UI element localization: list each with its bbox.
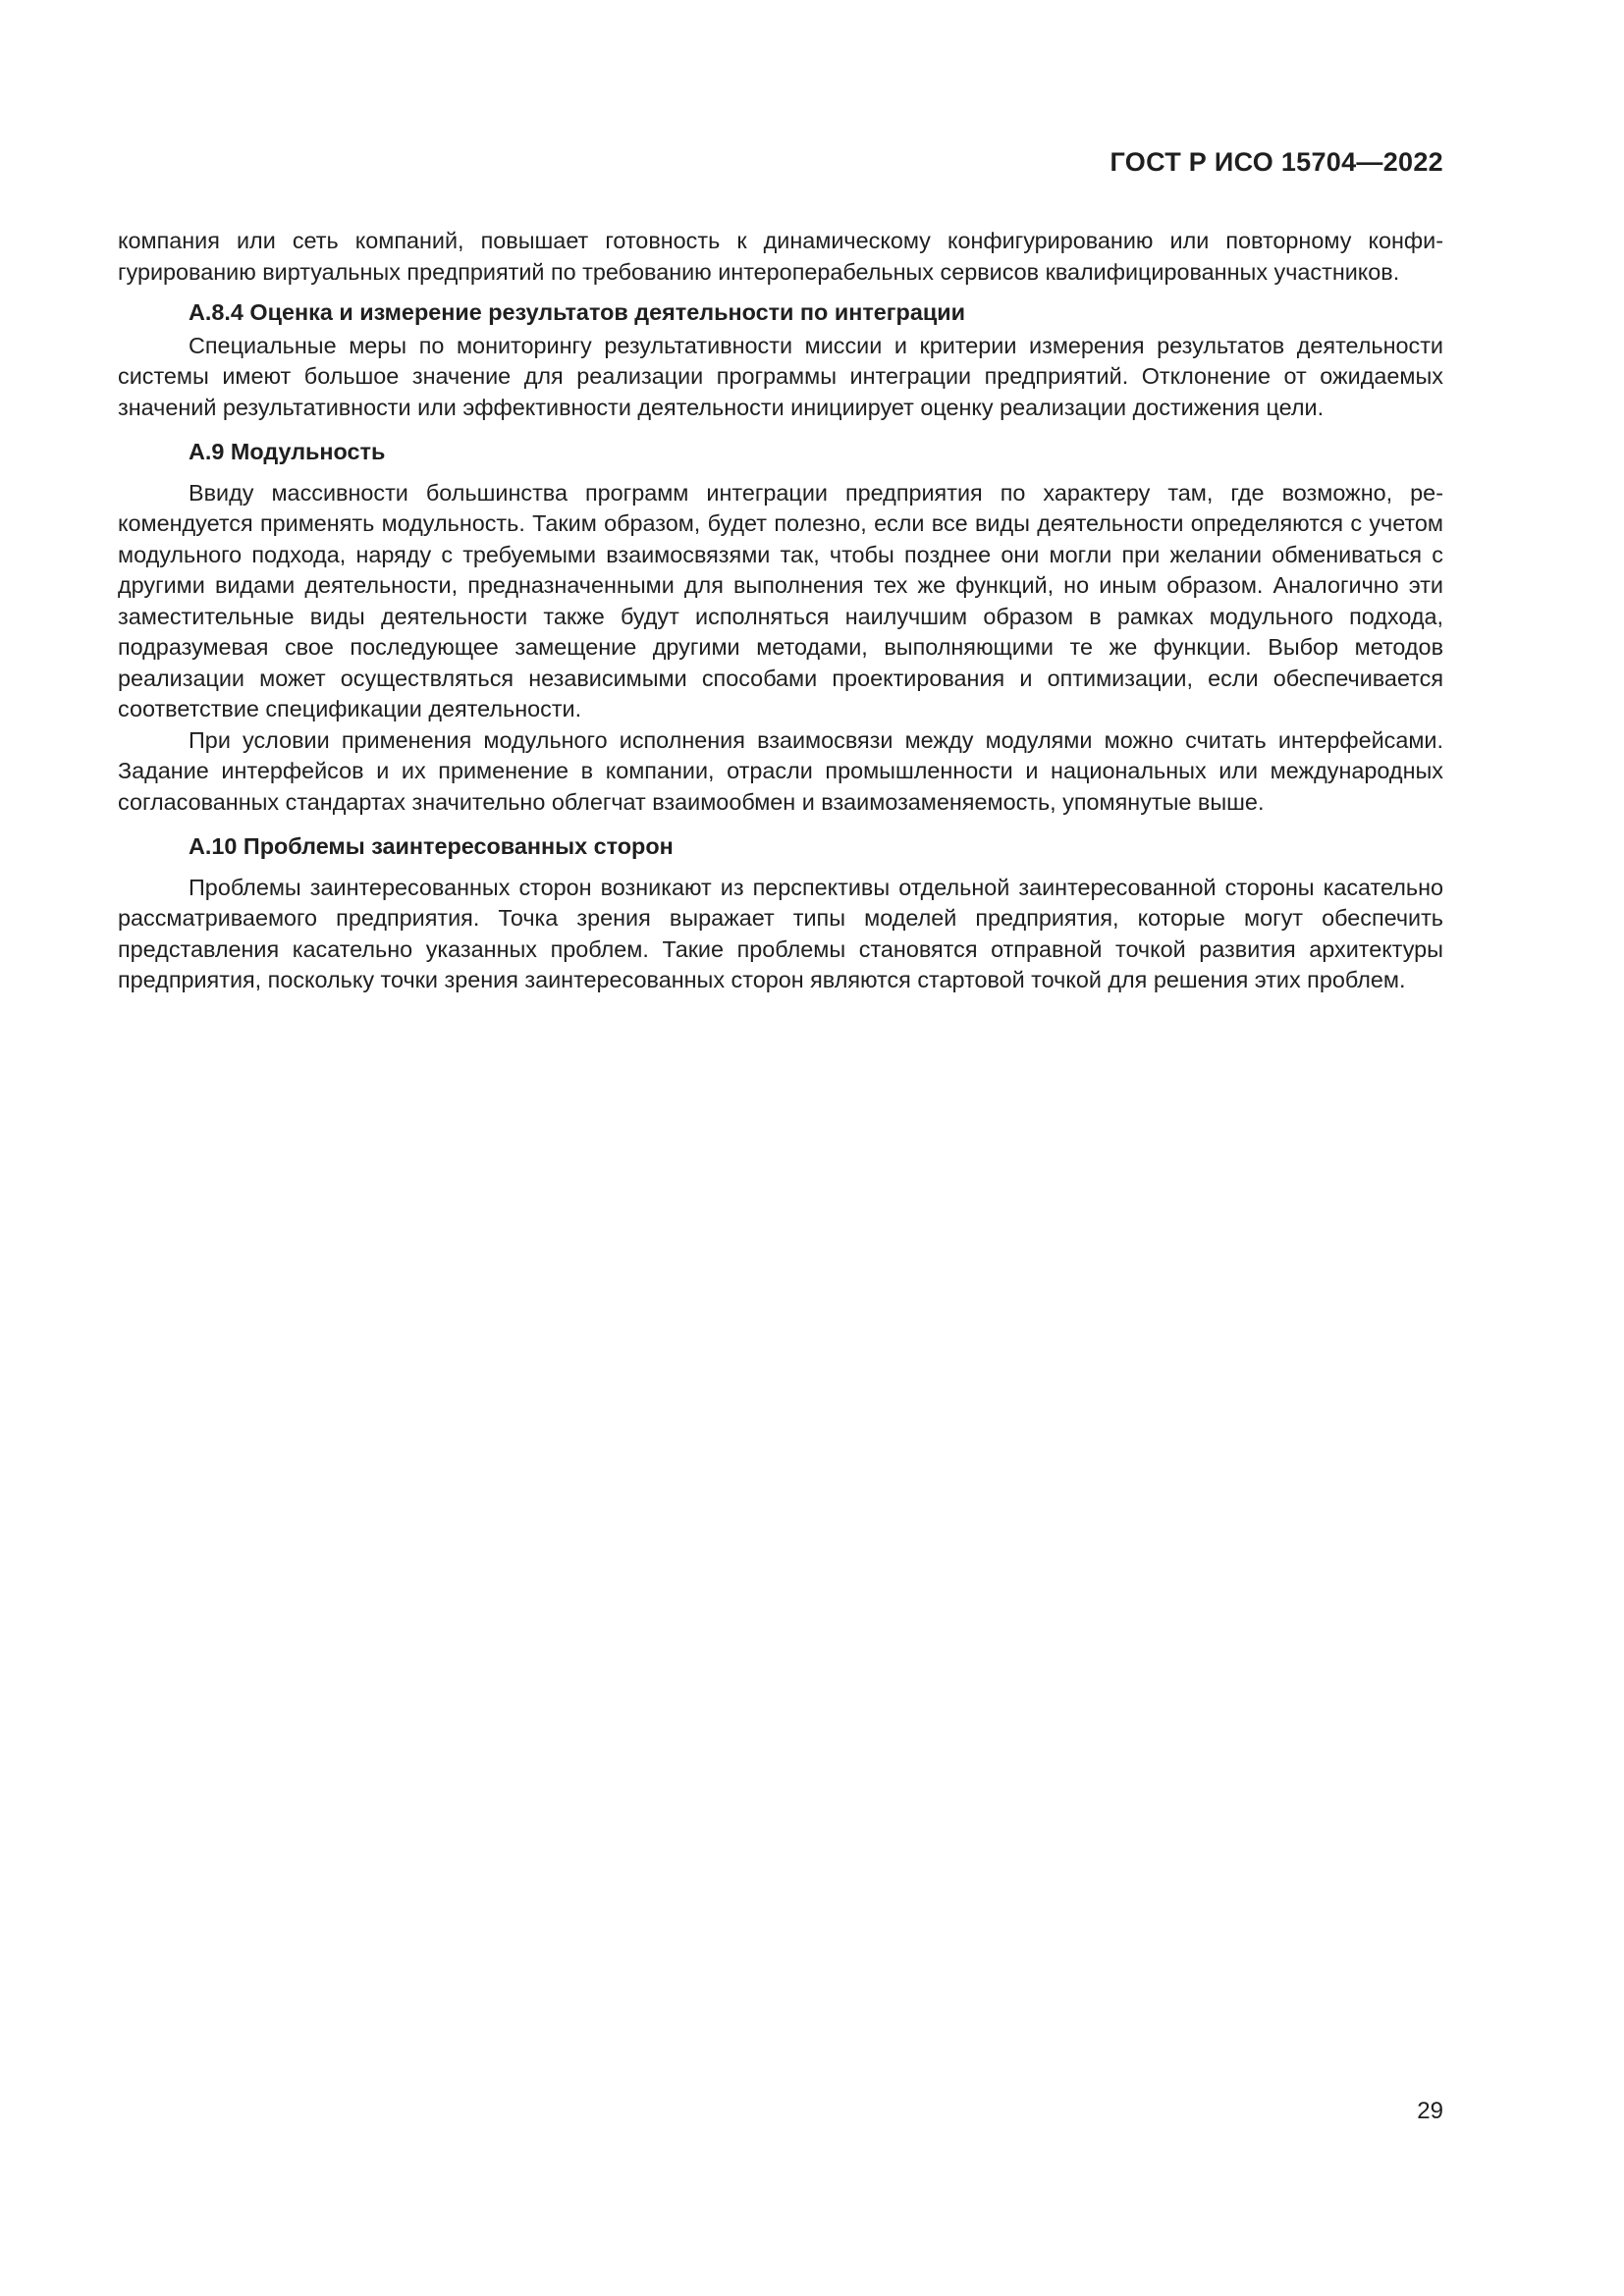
heading-a-10: А.10 Проблемы заинтересованных сторон bbox=[189, 833, 674, 859]
heading-a-8-4: А.8.4 Оценка и измерение результатов деятельности по интеграции bbox=[189, 299, 965, 325]
paragraph-a-9-2: При условии применения модульного исполнения взаимосвязи между модулями можно считать интерфейсами. Задание интерфейсов и их применение в компании, отрасли промышленности и национальных или международных согласованных стандартах значительно облегчат взаимообмен и взаимозаменяемость, упомянутые выше. bbox=[118, 726, 1443, 815]
paragraph-a-8-4: Специальные меры по мониторингу результативности миссии и критерии измерения результатов деятельности системы имеют большое значение для реализации программы интеграции предприятий. Отклонение от ожидаемых значений результативности или эффективности деятельности инициирует оценку реализации достижения цели. bbox=[118, 332, 1443, 420]
paragraph-a-10: Проблемы заинтересованных сторон возникают из перспективы отдельной заинтересованной стороны касательно рассматриваемого предприятия. Точка зрения выражает типы моделей предприятия, которые могут обеспечить представления касательно указанных проблем. Такие проблемы становятся отправной точкой развития архитектуры предприятия, поскольку точки зрения заинтересованных сторон являются стартовой точкой для решения этих проблем. bbox=[118, 874, 1443, 992]
page-number: 29 bbox=[1417, 2098, 1443, 2124]
page-header-doc-id: ГОСТ Р ИСО 15704—2022 bbox=[1110, 147, 1443, 177]
heading-a-9: А.9 Модульность bbox=[189, 439, 386, 464]
paragraph-continuation: компания или сеть компаний, повышает готовность к динамическому конфигурированию или повторному конфигурированию виртуальных предприятий по требованию интероперабельных сервисов квалифицированных участников. bbox=[118, 228, 1443, 285]
document-body bbox=[118, 226, 1443, 996]
paragraph-a-9-1: Ввиду массивности большинства программ интеграции предприятия по характеру там, где возможно, рекомендуется применять модульность. Таким образом, будет полезно, если все виды деятельности определяются с учетом модульного подхода, наряду с требуемыми взаимосвязями так, чтобы позднее они могли при желании обмениваться с другими видами деятельности, предназначенными для выполнения тех же функций, но иным образом. Аналогично эти заместительные виды деятельности также будут исполняться наилучшим образом в рамках модульного подхода, подразумевая свое последующее замещение другими методами, выполняющими те же функции. Выбор методов реализации может осуществляться независимыми способами проектирования и оптимизации, если обеспечивается соответствие спецификации деятельности. bbox=[118, 479, 1443, 721]
